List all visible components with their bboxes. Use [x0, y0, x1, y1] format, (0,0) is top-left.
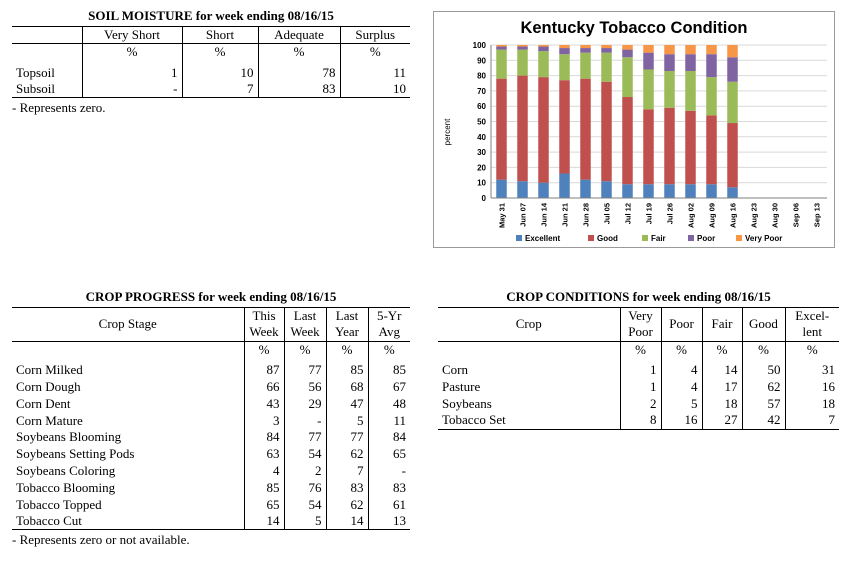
table-cell: 63 [244, 446, 284, 463]
bar-segment [622, 50, 633, 58]
table-cell: 42 [742, 412, 785, 429]
bar-segment [706, 77, 717, 115]
table-cell: 83 [258, 81, 340, 98]
table-cell: 76 [284, 479, 326, 496]
bar-segment [643, 53, 654, 70]
table-cell: 77 [284, 362, 326, 379]
table-cell: 7 [182, 81, 258, 98]
bar-segment [580, 79, 591, 180]
table-row [12, 463, 410, 480]
bar-segment [496, 45, 507, 47]
bar-segment [538, 183, 549, 198]
col-header-fair: Fair [702, 308, 742, 342]
table-cell: 16 [785, 379, 839, 396]
crop-conditions-table [438, 307, 839, 430]
col-header-poor: Poor [661, 308, 702, 342]
unit-label: % [340, 44, 410, 61]
table-row [12, 429, 410, 446]
table-row [438, 379, 839, 396]
bar-segment [727, 45, 738, 57]
bar-segment [580, 180, 591, 198]
row-label: Corn Dough [16, 379, 81, 395]
bar-segment [496, 180, 507, 198]
table-cell: 47 [326, 395, 368, 412]
unit-label: % [742, 341, 785, 358]
table-cell: 65 [368, 446, 410, 463]
x-tick-label: Sep 13 [812, 203, 822, 228]
bar-segment [517, 47, 528, 50]
bar-segment [685, 54, 696, 71]
x-tick-label: Aug 09 [707, 203, 717, 229]
bar-segment [643, 184, 654, 198]
table-cell: 87 [244, 362, 284, 379]
row-label: Tobacco Blooming [16, 479, 116, 495]
table-cell: 4 [244, 463, 284, 480]
table-cell: 14 [702, 362, 742, 379]
col-header-line1: Last [284, 308, 326, 325]
row-label: Topsoil [16, 64, 55, 80]
x-tick-label: Aug 16 [728, 203, 738, 229]
y-tick-label: 20 [477, 163, 486, 173]
legend-swatch [736, 235, 742, 241]
footnote: - Represents zero or not available. [12, 532, 190, 548]
table-cell: 56 [284, 379, 326, 396]
bar-segment [643, 109, 654, 184]
table-cell: - [82, 81, 182, 98]
bar-segment [559, 48, 570, 54]
col-header-line2: Avg [368, 324, 410, 341]
bar-segment [580, 48, 591, 53]
bar-segment [664, 71, 675, 108]
table-cell: 1 [620, 362, 661, 379]
unit-label: % [785, 341, 839, 358]
bar-segment [706, 115, 717, 184]
table-cell: 11 [340, 64, 410, 81]
x-tick-label: Sep 06 [791, 203, 801, 228]
y-tick-label: 0 [481, 194, 486, 203]
footnote: - Represents zero. [12, 100, 106, 116]
tobacco-condition-chart [433, 11, 835, 248]
table-cell: 10 [182, 64, 258, 81]
table-cell: 18 [702, 395, 742, 412]
table-row [12, 395, 410, 412]
crop-progress-rows [12, 362, 410, 530]
col-header-line1: This [244, 308, 284, 325]
y-tick-label: 40 [477, 132, 486, 142]
bar-segment [622, 45, 633, 50]
bar-segment [664, 54, 675, 71]
table-cell: 65 [244, 496, 284, 513]
bar-segment [538, 51, 549, 77]
y-tick-label: 10 [477, 178, 486, 188]
bar-segment [601, 181, 612, 198]
table-cell: 85 [326, 362, 368, 379]
bar-segment [727, 82, 738, 123]
table-cell: 8 [620, 412, 661, 429]
row-label: Soybeans Coloring [16, 463, 116, 479]
table-cell: 68 [326, 379, 368, 396]
bar-segment [538, 47, 549, 52]
table-cell: 17 [702, 379, 742, 396]
row-label: Soybeans [442, 395, 492, 411]
col-header-line2: Week [244, 324, 284, 341]
row-label: Soybeans Setting Pods [16, 446, 135, 462]
crop-conditions-section [438, 289, 839, 430]
col-header-surplus: Surplus [340, 27, 410, 44]
table-cell: 3 [244, 412, 284, 429]
table-cell: 83 [368, 479, 410, 496]
y-tick-label: 50 [477, 117, 486, 127]
chart-title: Kentucky Tobacco Condition [520, 19, 748, 37]
bar-segment [706, 45, 717, 54]
table-cell: - [368, 463, 410, 480]
y-axis-label: percent [443, 118, 452, 146]
x-tick-label: May 31 [497, 203, 507, 229]
col-header-line2: Year [326, 324, 368, 341]
table-cell: 43 [244, 395, 284, 412]
y-tick-label: 60 [477, 102, 486, 112]
bar-segment [664, 45, 675, 54]
table-cell: 4 [661, 379, 702, 396]
table-cell: 48 [368, 395, 410, 412]
x-tick-label: Aug 02 [686, 203, 696, 229]
col-header-line1: Excel- [785, 308, 839, 325]
table-cell: 31 [785, 362, 839, 379]
unit-label: % [702, 341, 742, 358]
table-cell: 77 [284, 429, 326, 446]
x-tick-label: Jul 05 [602, 203, 612, 225]
table-cell: 62 [742, 379, 785, 396]
col-header-line2: Week [284, 324, 326, 341]
unit-label: % [661, 341, 702, 358]
y-tick-label: 100 [472, 41, 486, 50]
table-cell: 7 [785, 412, 839, 429]
table-row [12, 379, 410, 396]
bar-segment [517, 181, 528, 198]
unit-label: % [258, 44, 340, 61]
bar-segment [643, 69, 654, 109]
bar-segment [664, 108, 675, 185]
table-cell: 61 [368, 496, 410, 513]
table-cell: 11 [368, 412, 410, 429]
table-cell: 14 [326, 513, 368, 530]
legend-label: Poor [697, 234, 716, 243]
bar-segment [601, 53, 612, 82]
table-row [438, 412, 839, 429]
table-cell: 62 [326, 446, 368, 463]
x-tick-label: Aug 23 [749, 203, 759, 229]
table-row [438, 362, 839, 379]
soil-moisture-section [12, 8, 410, 116]
table-cell: 84 [368, 429, 410, 446]
table-cell: 57 [742, 395, 785, 412]
bar-segment [622, 57, 633, 97]
row-label: Tobacco Cut [12, 513, 244, 530]
bar-segment [685, 45, 696, 54]
bar-segment [601, 82, 612, 181]
x-tick-label: Jul 12 [623, 203, 633, 225]
unit-label: % [368, 341, 410, 358]
legend-swatch [642, 235, 648, 241]
table-cell: 2 [284, 463, 326, 480]
y-tick-label: 30 [477, 148, 486, 158]
bar-segment [517, 50, 528, 76]
table-cell: 54 [284, 446, 326, 463]
table-row [12, 513, 410, 530]
col-header-very-short: Very Short [82, 27, 182, 44]
table-row [12, 362, 410, 379]
bar-segment [538, 45, 549, 47]
table-cell: 66 [244, 379, 284, 396]
col-header-line2: lent [785, 324, 839, 341]
table-cell: 16 [661, 412, 702, 429]
x-tick-label: Aug 30 [770, 203, 780, 229]
row-label: Corn Mature [16, 412, 83, 428]
unit-label: % [182, 44, 258, 61]
row-label: Pasture [442, 379, 481, 395]
x-tick-label: Jun 28 [581, 203, 591, 227]
unit-label: % [620, 341, 661, 358]
col-header-short: Short [182, 27, 258, 44]
bar-segment [685, 111, 696, 184]
legend-swatch [688, 235, 694, 241]
table-cell: 1 [620, 379, 661, 396]
table-cell: 5 [326, 412, 368, 429]
table-row [12, 412, 410, 429]
crop-conditions-title: CROP CONDITIONS for week ending 08/16/15 [506, 289, 771, 304]
x-tick-label: Jul 19 [644, 203, 654, 225]
bar-segment [601, 48, 612, 53]
table-cell: 5 [661, 395, 702, 412]
bar-segment [559, 174, 570, 198]
soil-moisture-table [12, 26, 410, 98]
table-row [12, 446, 410, 463]
bar-segment [517, 45, 528, 47]
table-row [12, 496, 410, 513]
x-tick-label: Jun 14 [539, 203, 549, 227]
table-row [12, 479, 410, 496]
row-label: Corn Dent [16, 395, 71, 411]
table-cell: 77 [326, 429, 368, 446]
soil-moisture-title: SOIL MOISTURE for week ending 08/16/15 [88, 8, 334, 23]
bar-segment [538, 77, 549, 183]
table-cell: 14 [244, 513, 284, 530]
legend-label: Excellent [525, 234, 561, 243]
table-cell: 13 [368, 513, 410, 530]
bar-segment [727, 57, 738, 81]
bar-segment [601, 45, 612, 48]
crop-stage-header: Crop Stage [12, 308, 244, 342]
row-label: Soybeans Blooming [16, 429, 122, 445]
crop-progress-table [12, 307, 410, 530]
bar-segment [643, 45, 654, 53]
table-cell: 5 [284, 513, 326, 530]
table-cell: 85 [244, 479, 284, 496]
col-header-line1: Very [620, 308, 661, 325]
table-cell: 7 [326, 463, 368, 480]
bar-segment [559, 80, 570, 173]
bar-segment [559, 45, 570, 48]
col-header-line1: Last [326, 308, 368, 325]
table-cell: 27 [702, 412, 742, 429]
table-cell: 2 [620, 395, 661, 412]
table-cell: 29 [284, 395, 326, 412]
table-cell: 78 [258, 64, 340, 81]
bar-segment [496, 79, 507, 180]
legend-label: Very Poor [745, 234, 783, 243]
legend-label: Good [597, 234, 618, 243]
bar-segment [517, 76, 528, 182]
table-row [12, 64, 410, 81]
row-label: Corn Milked [16, 362, 83, 378]
bar-segment [664, 184, 675, 198]
x-tick-label: Jun 07 [518, 203, 528, 227]
col-header-line1: 5-Yr [368, 308, 410, 325]
legend-label: Fair [651, 234, 666, 243]
legend-swatch [588, 235, 594, 241]
col-header-line2: Poor [620, 324, 661, 341]
table-cell: 62 [326, 496, 368, 513]
bar-segment [622, 184, 633, 198]
crop-header: Crop [438, 308, 620, 342]
bar-segment [685, 71, 696, 111]
row-label: Corn [442, 362, 468, 378]
table-cell: 85 [368, 362, 410, 379]
bar-segment [622, 97, 633, 184]
row-label: Tobacco Set [438, 412, 620, 429]
y-tick-label: 70 [477, 86, 486, 96]
crop-progress-title: CROP PROGRESS for week ending 08/16/15 [85, 289, 337, 304]
bar-segment [685, 184, 696, 198]
crop-conditions-rows [438, 362, 839, 429]
legend-swatch [516, 235, 522, 241]
unit-label: % [82, 44, 182, 61]
y-tick-label: 80 [477, 71, 486, 81]
table-cell: 18 [785, 395, 839, 412]
bar-segment [496, 47, 507, 50]
x-tick-label: Jun 21 [560, 203, 570, 227]
row-label: Tobacco Topped [16, 496, 102, 512]
unit-label: % [244, 341, 284, 358]
bar-segment [727, 187, 738, 198]
table-cell: 4 [661, 362, 702, 379]
bar-segment [706, 54, 717, 77]
table-cell: - [284, 412, 326, 429]
unit-label: % [284, 341, 326, 358]
table-cell: 84 [244, 429, 284, 446]
y-tick-label: 90 [477, 56, 486, 66]
table-cell: 1 [82, 64, 182, 81]
col-header-good: Good [742, 308, 785, 342]
bar-segment [580, 53, 591, 79]
table-row [12, 81, 410, 98]
bar-segment [496, 50, 507, 79]
table-cell: 67 [368, 379, 410, 396]
bar-segment [706, 184, 717, 198]
table-cell: 10 [340, 81, 410, 98]
table-cell: 83 [326, 479, 368, 496]
crop-progress-section [12, 289, 410, 548]
col-header-adequate: Adequate [258, 27, 340, 44]
x-tick-label: Jul 26 [665, 203, 675, 225]
bar-segment [580, 45, 591, 48]
bar-segment [559, 54, 570, 80]
chart-svg [434, 12, 834, 247]
unit-label: % [326, 341, 368, 358]
table-cell: 54 [284, 496, 326, 513]
table-row [438, 395, 839, 412]
row-label: Subsoil [12, 81, 82, 98]
table-cell: 50 [742, 362, 785, 379]
bar-segment [727, 123, 738, 187]
